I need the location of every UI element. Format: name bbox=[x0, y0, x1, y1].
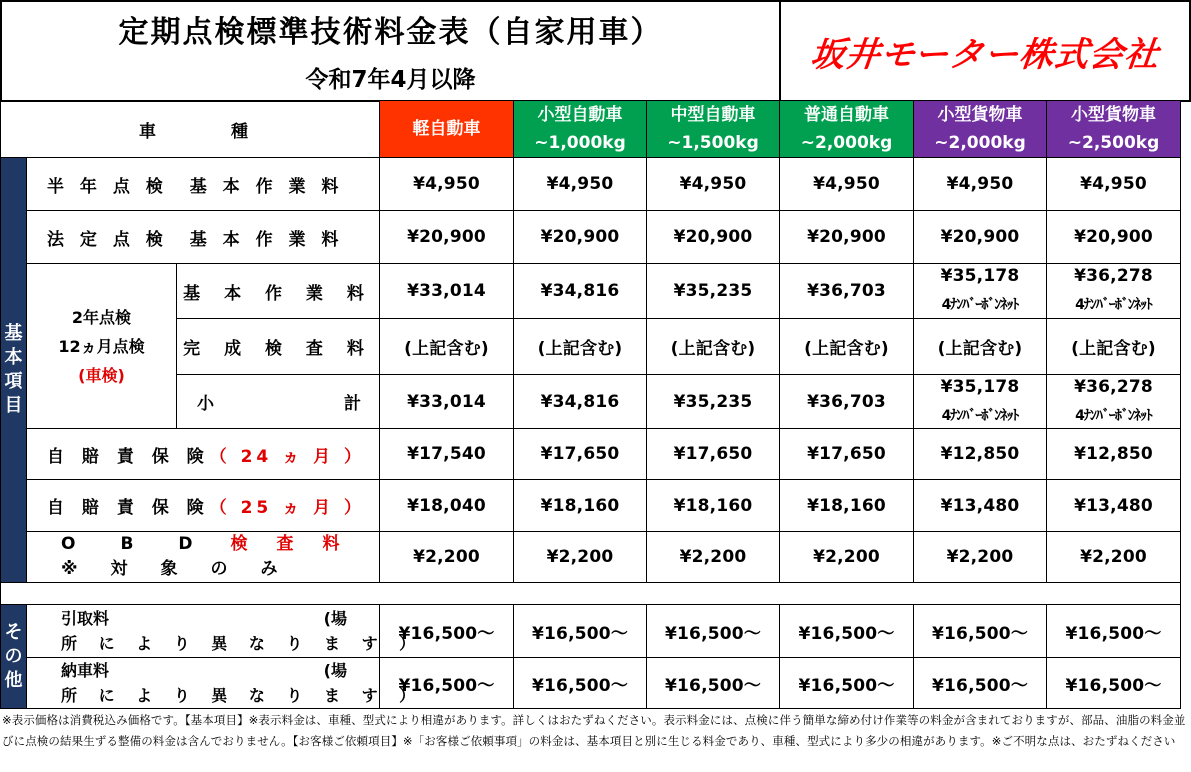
basic-work-note-truck-2000: 4ﾅﾝﾊﾞｰﾎﾞﾝﾈｯﾄ bbox=[941, 297, 1019, 313]
delivery-price-truck-2500: ¥16,500～ bbox=[1046, 657, 1181, 709]
inspection-label: 完 成 検 査 料 bbox=[183, 339, 373, 359]
delivery-price-kei: ¥16,500～ bbox=[379, 657, 514, 709]
row-label-insurance-24 bbox=[26, 428, 380, 480]
delivery-note-start: (場 bbox=[323, 661, 347, 680]
basic-work-price-truck-2500 bbox=[1046, 263, 1181, 319]
obd-line-1 bbox=[61, 532, 346, 557]
col-header-truck-2000-label: 小型貨物車 bbox=[937, 105, 1023, 125]
subtotal-price-medium: ¥35,235 bbox=[646, 374, 780, 429]
basic-work-price-truck-2000 bbox=[913, 263, 1047, 319]
pickup-price-truck-2000: ¥16,500～ bbox=[913, 604, 1047, 658]
basic-work-price-medium: ¥35,235 bbox=[646, 263, 780, 319]
col-header-truck-2000-weight: ~2,000kg bbox=[934, 133, 1026, 153]
col-header-medium-weight: ~1,500kg bbox=[667, 133, 759, 153]
subtotal-price-truck-2000 bbox=[913, 374, 1047, 429]
col-header-small-label: 小型自動車 bbox=[537, 105, 623, 125]
insurance-24-price-medium: ¥17,650 bbox=[646, 428, 780, 480]
col-header-medium bbox=[646, 100, 780, 158]
inspection-price-small: (上記含む) bbox=[513, 318, 647, 375]
obd-price-truck-2000: ¥2,200 bbox=[913, 531, 1047, 583]
subtotal-price-small: ¥34,816 bbox=[513, 374, 647, 429]
vehicle-type-char-2: 種 bbox=[231, 121, 248, 142]
side-other-char-2: の bbox=[4, 645, 23, 667]
side-basic-char-1: 基 bbox=[4, 323, 23, 344]
row-label-delivery bbox=[26, 657, 424, 709]
subtotal-label-right: 計 bbox=[344, 394, 361, 414]
insurance-24-price-small: ¥17,650 bbox=[513, 428, 647, 480]
side-other-char-1: そ bbox=[4, 621, 23, 643]
delivery-label: 納車料 bbox=[61, 661, 110, 680]
half-year-price-small: ¥4,950 bbox=[513, 157, 647, 211]
legal-label: 法 定 点 検 基 本 作 業 料 bbox=[47, 229, 344, 250]
insurance-24-label: 自 賠 責 保 険 bbox=[47, 446, 210, 467]
row-label-basic-work bbox=[176, 263, 380, 319]
subtotal-label-left: 小 bbox=[197, 394, 214, 414]
row-label-half-year bbox=[26, 157, 380, 211]
inspection-price-kei: (上記含む) bbox=[379, 318, 514, 375]
inspection-price-truck-2500: (上記含む) bbox=[1046, 318, 1181, 375]
col-header-small-weight: ~1,000kg bbox=[534, 133, 626, 153]
basic-work-note-truck-2500: 4ﾅﾝﾊﾞｰﾎﾞﾝﾈｯﾄ bbox=[1075, 297, 1152, 313]
obd-label: O B D bbox=[61, 534, 207, 554]
col-header-kei-label: 軽自動車 bbox=[412, 119, 481, 139]
legal-price-medium: ¥20,900 bbox=[646, 210, 780, 264]
company-box bbox=[779, 0, 1191, 102]
row-label-subtotal bbox=[176, 374, 380, 429]
col-header-truck-2000 bbox=[913, 100, 1047, 158]
delivery-note: 所 に よ り 異 な り ま す ） bbox=[61, 686, 424, 705]
basic-work-price-kei: ¥33,014 bbox=[379, 263, 514, 319]
pickup-price-kei: ¥16,500～ bbox=[379, 604, 514, 658]
row-label-obd bbox=[26, 531, 380, 583]
half-year-label: 半 年 点 検 基 本 作 業 料 bbox=[47, 176, 344, 197]
insurance-25-price-kei: ¥18,040 bbox=[379, 479, 514, 532]
insurance-24-price-truck-2500: ¥12,850 bbox=[1046, 428, 1181, 480]
col-header-truck-2500 bbox=[1046, 100, 1181, 158]
inspection-price-truck-2000: (上記含む) bbox=[913, 318, 1047, 375]
pickup-price-truck-2500: ¥16,500～ bbox=[1046, 604, 1181, 658]
insurance-25-label: 自 賠 責 保 険 bbox=[47, 498, 210, 518]
col-header-truck-2500-label: 小型貨物車 bbox=[1071, 105, 1156, 125]
delivery-price-regular: ¥16,500～ bbox=[779, 657, 914, 709]
footnote: ※表示価格は消費税込み価格です。【基本項目】※表示料金は、車種、型式により相違があります。詳しくはおたずねください。表示料金には、点検に伴う簡単な締め付け作業等の料金が含まれておりますが、部品、油脂の料金並びに点検の結果生ずる整備の料金は含んでおりません。【お客様ご依頼項目】※「お客様ご依頼事項」の料金は、基本項目と別に生じる料金であり、車種、型式により多少の相違があります。※ご不明な点は、おたずねください bbox=[2, 713, 1186, 748]
half-year-price-truck-2000: ¥4,950 bbox=[913, 157, 1047, 211]
page-title: 定期点検標準技術料金表（自家用車） bbox=[118, 14, 663, 50]
vehicle-type-char-1: 車 bbox=[139, 121, 156, 142]
row-label-legal bbox=[26, 210, 380, 264]
insurance-25-period: （ 25 ヵ 月 ） bbox=[209, 498, 366, 518]
obd-line-2: ※ 対 象 の み bbox=[61, 559, 286, 579]
subtotal-price-regular: ¥36,703 bbox=[779, 374, 914, 429]
page-subtitle: 令和7年4月以降 bbox=[305, 66, 476, 93]
side-label-basic bbox=[0, 157, 27, 583]
basic-work-label: 基 本 作 業 料 bbox=[183, 283, 373, 304]
side-basic-char-3: 項 bbox=[4, 371, 23, 392]
obd-price-regular: ¥2,200 bbox=[779, 531, 914, 583]
row-label-insurance-25 bbox=[26, 479, 380, 532]
legal-price-truck-2500: ¥20,900 bbox=[1046, 210, 1181, 264]
col-header-small bbox=[513, 100, 647, 158]
inspection-price-medium: (上記含む) bbox=[646, 318, 780, 375]
delivery-price-truck-2000: ¥16,500～ bbox=[913, 657, 1047, 709]
shaken-group-label bbox=[26, 263, 177, 429]
pickup-label: 引取料 bbox=[61, 609, 110, 628]
section-gap bbox=[0, 582, 1181, 605]
basic-work-price-small: ¥34,816 bbox=[513, 263, 647, 319]
vehicle-type-header bbox=[0, 100, 380, 158]
insurance-24-period: （ 24 ヵ 月 ） bbox=[209, 446, 366, 467]
side-label-other bbox=[0, 604, 27, 709]
col-header-kei bbox=[379, 100, 514, 158]
obd-price-kei: ¥2,200 bbox=[379, 531, 514, 583]
basic-work-price-regular: ¥36,703 bbox=[779, 263, 914, 319]
half-year-price-regular: ¥4,950 bbox=[779, 157, 914, 211]
side-other-char-3: 他 bbox=[4, 669, 23, 691]
side-basic-char-2: 本 bbox=[4, 347, 23, 368]
insurance-24-price-kei: ¥17,540 bbox=[379, 428, 514, 480]
legal-price-small: ¥20,900 bbox=[513, 210, 647, 264]
obd-price-medium: ¥2,200 bbox=[646, 531, 780, 583]
insurance-25-price-truck-2000: ¥13,480 bbox=[913, 479, 1047, 532]
delivery-price-medium: ¥16,500～ bbox=[646, 657, 780, 709]
obd-price-small: ¥2,200 bbox=[513, 531, 647, 583]
subtotal-value-truck-2500: ¥36,278 bbox=[1074, 376, 1153, 397]
half-year-price-truck-2500: ¥4,950 bbox=[1046, 157, 1181, 211]
legal-price-truck-2000: ¥20,900 bbox=[913, 210, 1047, 264]
legal-price-regular: ¥20,900 bbox=[779, 210, 914, 264]
col-header-regular-weight: ~2,000kg bbox=[800, 133, 893, 153]
title-box bbox=[0, 0, 781, 102]
half-year-price-kei: ¥4,950 bbox=[379, 157, 514, 211]
pickup-note-start: (場 bbox=[323, 609, 347, 628]
inspection-price-regular: (上記含む) bbox=[779, 318, 914, 375]
delivery-price-small: ¥16,500～ bbox=[513, 657, 647, 709]
col-header-regular-label: 普通自動車 bbox=[804, 105, 889, 125]
shaken-line-3: (車検) bbox=[78, 365, 125, 385]
basic-work-value-truck-2000: ¥35,178 bbox=[940, 266, 1020, 286]
col-header-truck-2500-weight: ~2,500kg bbox=[1067, 133, 1160, 153]
company-name: 坂井モーター株式会社 bbox=[808, 34, 1162, 75]
insurance-25-price-small: ¥18,160 bbox=[513, 479, 647, 532]
pickup-note: 所 に よ り 異 な り ま す ） bbox=[61, 634, 424, 653]
legal-price-kei: ¥20,900 bbox=[379, 210, 514, 264]
insurance-25-price-regular: ¥18,160 bbox=[779, 479, 914, 532]
shaken-line-1: 2年点検 bbox=[71, 307, 132, 327]
row-label-inspection bbox=[176, 318, 380, 375]
half-year-price-medium: ¥4,950 bbox=[646, 157, 780, 211]
pickup-price-medium: ¥16,500～ bbox=[646, 604, 780, 658]
insurance-24-price-truck-2000: ¥12,850 bbox=[913, 428, 1047, 480]
pickup-line-1 bbox=[61, 606, 347, 631]
insurance-24-price-regular: ¥17,650 bbox=[779, 428, 914, 480]
col-header-regular bbox=[779, 100, 914, 158]
side-basic-char-4: 目 bbox=[4, 395, 23, 416]
row-label-pickup bbox=[26, 604, 424, 658]
shaken-line-2: 12ヵ月点検 bbox=[58, 336, 145, 356]
subtotal-value-truck-2000: ¥35,178 bbox=[940, 376, 1020, 397]
basic-work-value-truck-2500: ¥36,278 bbox=[1074, 266, 1153, 286]
obd-fee-label: 検 査 料 bbox=[230, 534, 346, 554]
subtotal-note-truck-2000: 4ﾅﾝﾊﾞｰﾎﾞﾝﾈｯﾄ bbox=[941, 407, 1019, 424]
pickup-price-small: ¥16,500～ bbox=[513, 604, 647, 658]
insurance-25-price-medium: ¥18,160 bbox=[646, 479, 780, 532]
obd-price-truck-2500: ¥2,200 bbox=[1046, 531, 1181, 583]
col-header-medium-label: 中型自動車 bbox=[670, 105, 756, 125]
delivery-line-1 bbox=[61, 658, 347, 683]
subtotal-price-truck-2500 bbox=[1046, 374, 1181, 429]
pickup-price-regular: ¥16,500～ bbox=[779, 604, 914, 658]
insurance-25-price-truck-2500: ¥13,480 bbox=[1046, 479, 1181, 532]
subtotal-price-kei: ¥33,014 bbox=[379, 374, 514, 429]
subtotal-note-truck-2500: 4ﾅﾝﾊﾞｰﾎﾞﾝﾈｯﾄ bbox=[1075, 407, 1152, 424]
